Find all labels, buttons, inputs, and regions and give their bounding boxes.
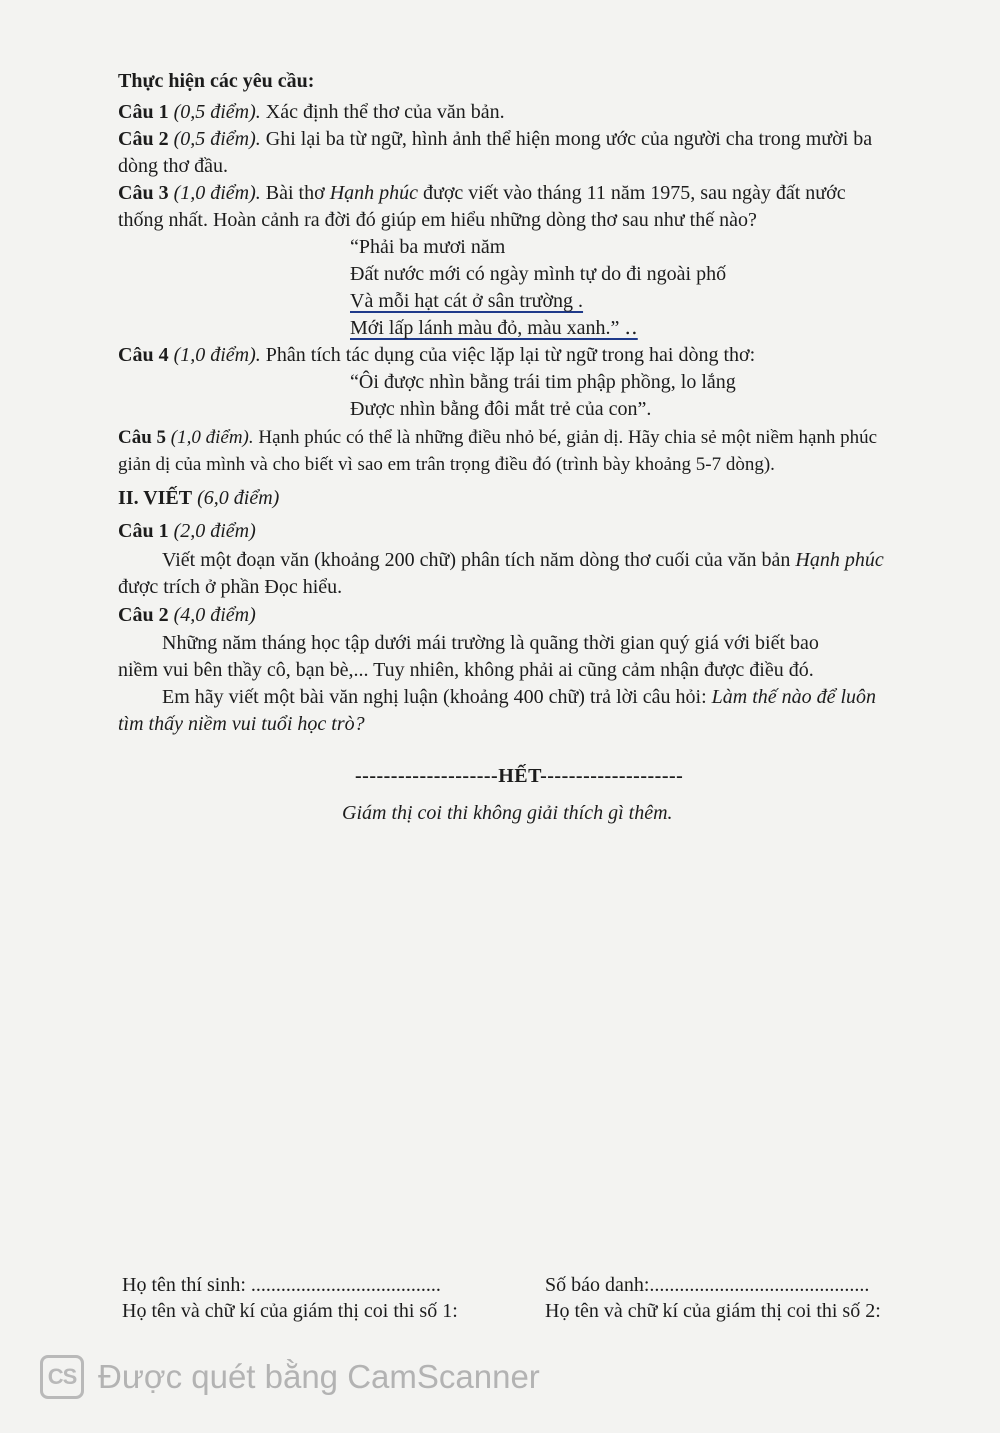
q3-poem-line: Đất nước mới có ngày mình tự do đi ngoài phố [350,263,727,285]
q5-line2: giản dị của mình và cho biết vì sao em trân trọng điều đó (trình bày khoảng 5-7 dòng). [118,454,775,475]
q4-label: Câu 4 [118,344,169,366]
proctor-note: Giám thị coi thi không giải thích gì thêm. [342,802,673,824]
camscanner-logo-icon: CS [40,1355,84,1399]
candidate-name-field: Họ tên thí sinh: ...................................... [122,1274,441,1296]
section-writing-label: II. VIẾT [118,487,193,509]
q5-label: Câu 5 [118,427,167,448]
q4-text: Phân tích tác dụng của việc lặp lại từ ngữ trong hai dòng thơ: [260,344,756,366]
question-1 [118,99,505,125]
q3-poem-line: “Phải ba mươi năm [350,236,506,258]
w1-label: Câu 1 [118,520,169,542]
writing-question-2 [118,602,256,628]
q1-score: (0,5 điểm). [173,101,261,123]
end-mark: --------------------HẾT-------------------- [355,765,684,787]
q1-text: Xác định thể thơ của văn bản. [260,101,505,123]
w2-label: Câu 2 [118,604,169,626]
q3-label: Câu 3 [118,182,169,204]
proctor-2-signature: Họ tên và chữ kí của giám thị coi thi số 2: [545,1300,881,1322]
w1-line2: được trích ở phần Đọc hiểu. [118,576,343,598]
w1-line1 [162,547,884,573]
q3-score: (1,0 điểm). [173,182,261,204]
question-5 [118,425,877,451]
question-4 [118,342,755,368]
q3-line2: thống nhất. Hoàn cảnh ra đời đó giúp em hiểu những dòng thơ sau như thế nào? [118,209,757,231]
q2-line1: Ghi lại ba từ ngữ, hình ảnh thể hiện mong ước của người cha trong mười ba [260,128,873,150]
q2-score: (0,5 điểm). [173,128,261,150]
q3-poem-line-underlined: Mới lấp lánh màu đỏ, màu xanh.” ‥ [350,317,638,339]
w2-line3 [162,684,876,710]
proctor-1-signature: Họ tên và chữ kí của giám thị coi thi số 1: [122,1300,458,1322]
writing-question-1 [118,518,256,544]
question-3 [118,180,846,206]
q4-poem-line: “Ôi được nhìn bằng trái tim phập phồng, lo lắng [350,371,736,393]
q4-score: (1,0 điểm). [173,344,261,366]
q2-label: Câu 2 [118,128,169,150]
candidate-number-field: Số báo danh:............................................ [545,1274,870,1296]
w2-line3-text: Em hãy viết một bài văn nghị luận (khoảng 400 chữ) trả lời câu hỏi: [162,686,712,708]
q5-line1: Hạnh phúc có thể là những điều nhỏ bé, giản dị. Hãy chia sẻ một niềm hạnh phúc [253,427,878,448]
q5-score: (1,0 điểm). [170,427,254,448]
question-2 [118,126,872,152]
q3-line1-b: được viết vào tháng 11 năm 1975, sau ngày đất nước [418,182,846,204]
w1-poem-title: Hạnh phúc [795,549,884,571]
camscanner-watermark: Được quét bằng CamScanner [98,1358,540,1395]
w1-score: (2,0 điểm) [173,520,256,542]
q3-poem-line-underlined: Và mỗi hạt cát ở sân trường . [350,290,584,312]
section-writing-score: (6,0 điểm) [197,487,280,509]
section-writing [118,485,279,511]
w1-line1-text: Viết một đoạn văn (khoảng 200 chữ) phân tích năm dòng thơ cuối của văn bản [162,549,796,571]
w2-score: (4,0 điểm) [173,604,256,626]
q1-label: Câu 1 [118,101,169,123]
w2-line4: tìm thấy niềm vui tuổi học trò? [118,713,365,735]
instructions-heading: Thực hiện các yêu cầu: [118,70,315,92]
w2-question-italic: Làm thế nào để luôn [711,686,877,708]
q2-line2: dòng thơ đầu. [118,155,229,177]
w2-line1: Những năm tháng học tập dưới mái trường là quãng thời gian quý giá với biết bao [162,632,819,654]
q4-poem-line: Được nhìn bằng đôi mắt trẻ của con”. [350,398,652,420]
q3-line1-a: Bài thơ [260,182,330,204]
w2-line2: niềm vui bên thầy cô, bạn bè,... Tuy nhiên, không phải ai cũng cảm nhận được điều đó. [118,659,814,681]
q3-poem-title: Hạnh phúc [329,182,419,204]
